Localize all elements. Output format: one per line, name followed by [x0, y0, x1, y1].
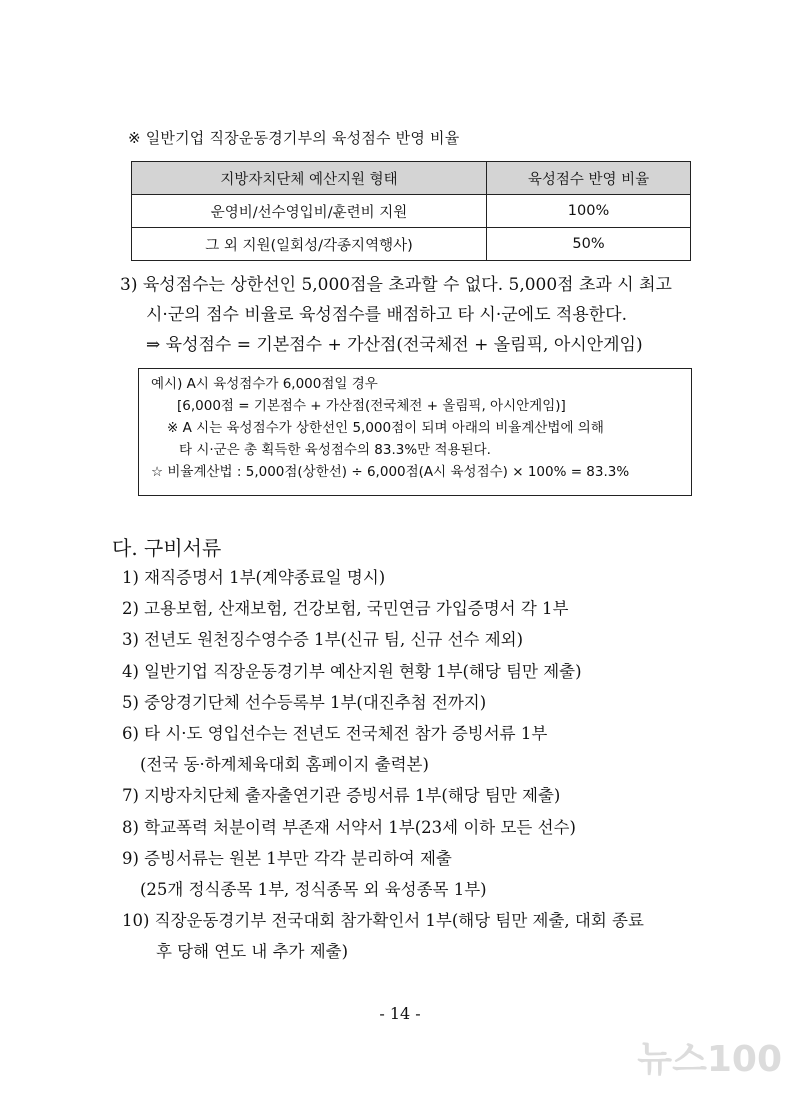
table-cell: 그 외 지원(일회성/각종지역행사)	[132, 228, 487, 261]
table-cell: 100%	[487, 195, 691, 228]
list-item: 3) 전년도 원천징수영수증 1부(신규 팀, 신규 선수 제외)	[122, 630, 524, 650]
table-cell: 운영비/선수영입비/훈련비 지원	[132, 195, 487, 228]
table-header-cell: 육성점수 반영 비율	[487, 162, 691, 195]
list-item: 1) 재직증명서 1부(계약종료일 명시)	[122, 568, 386, 587]
example-title: 예시) A시 육성점수가 6,000점일 경우	[151, 376, 378, 392]
list-item: 8) 학교폭력 처분이력 부존재 서약서 1부(23세 이하 모든 선수)	[122, 817, 576, 837]
list-item: 10) 직장운동경기부 전국대회 참가확인서 1부(해당 팀만 제출, 대회 종료	[122, 911, 644, 931]
table-header-cell: 지방자치단체 예산지원 형태	[132, 162, 487, 195]
ratio-table	[131, 161, 691, 261]
table-cell: 50%	[487, 228, 691, 261]
watermark-logo: 뉴스100	[637, 1039, 782, 1080]
paragraph-line: 3) 육성점수는 상한선인 5,000점을 초과할 수 없다. 5,000점 초과 시 최고	[120, 275, 672, 295]
example-note: ※ A 시는 육성점수가 상한선인 5,000점이 되며 아래의 비율계산법에 의해	[167, 420, 604, 436]
table-header-row	[132, 162, 691, 195]
formula-line: ⇒ 육성점수 = 기본점수 + 가산점(전국체전 + 올림픽, 아시안게임)	[146, 335, 643, 355]
list-item: 2) 고용보험, 산재보험, 건강보험, 국민연금 가입증명서 각 1부	[122, 599, 569, 619]
example-box	[138, 368, 692, 496]
paragraph-3	[120, 270, 672, 360]
list-item: 5) 중앙경기단체 선수등록부 1부(대진추첨 전까지)	[122, 692, 487, 712]
list-item: 4) 일반기업 직장운동경기부 예산지원 현황 1부(해당 팀만 제출)	[122, 661, 582, 681]
note-title: ※ 일반기업 직장운동경기부의 육성점수 반영 비율	[128, 129, 460, 147]
list-item: 6) 타 시·도 영입선수는 전년도 전국체전 참가 증빙서류 1부	[122, 724, 548, 744]
table-row	[132, 195, 691, 228]
list-item: 9) 증빙서류는 원본 1부만 각각 분리하여 제출	[122, 848, 452, 868]
list-item-continuation: 후 당해 연도 내 추가 제출)	[156, 942, 349, 962]
list-item-continuation: (전국 동·하계체육대회 홈페이지 출력본)	[140, 755, 429, 775]
example-calculation: ☆ 비율계산법 : 5,000점(상한선) ÷ 6,000점(A시 육성점수) × 100% = 83.3%	[151, 464, 630, 480]
list-item-continuation: (25개 정식종목 1부, 정식종목 외 육성종목 1부)	[140, 880, 487, 900]
example-formula: [6,000점 = 기본점수 + 가산점(전국체전 + 올림픽, 아시안게임)]	[177, 398, 566, 414]
paragraph-line: 시·군의 점수 비율로 육성점수를 배점하고 타 시·군에도 적용한다.	[146, 305, 628, 325]
list-item: 7) 지방자치단체 출자출연기관 증빙서류 1부(해당 팀만 제출)	[122, 786, 561, 806]
document-list	[122, 562, 644, 968]
example-note: 타 시·군은 총 획득한 육성점수의 83.3%만 적용된다.	[179, 442, 491, 458]
table-row	[132, 228, 691, 261]
page-number: - 14 -	[379, 1004, 421, 1023]
section-heading: 다. 구비서류	[112, 536, 222, 560]
